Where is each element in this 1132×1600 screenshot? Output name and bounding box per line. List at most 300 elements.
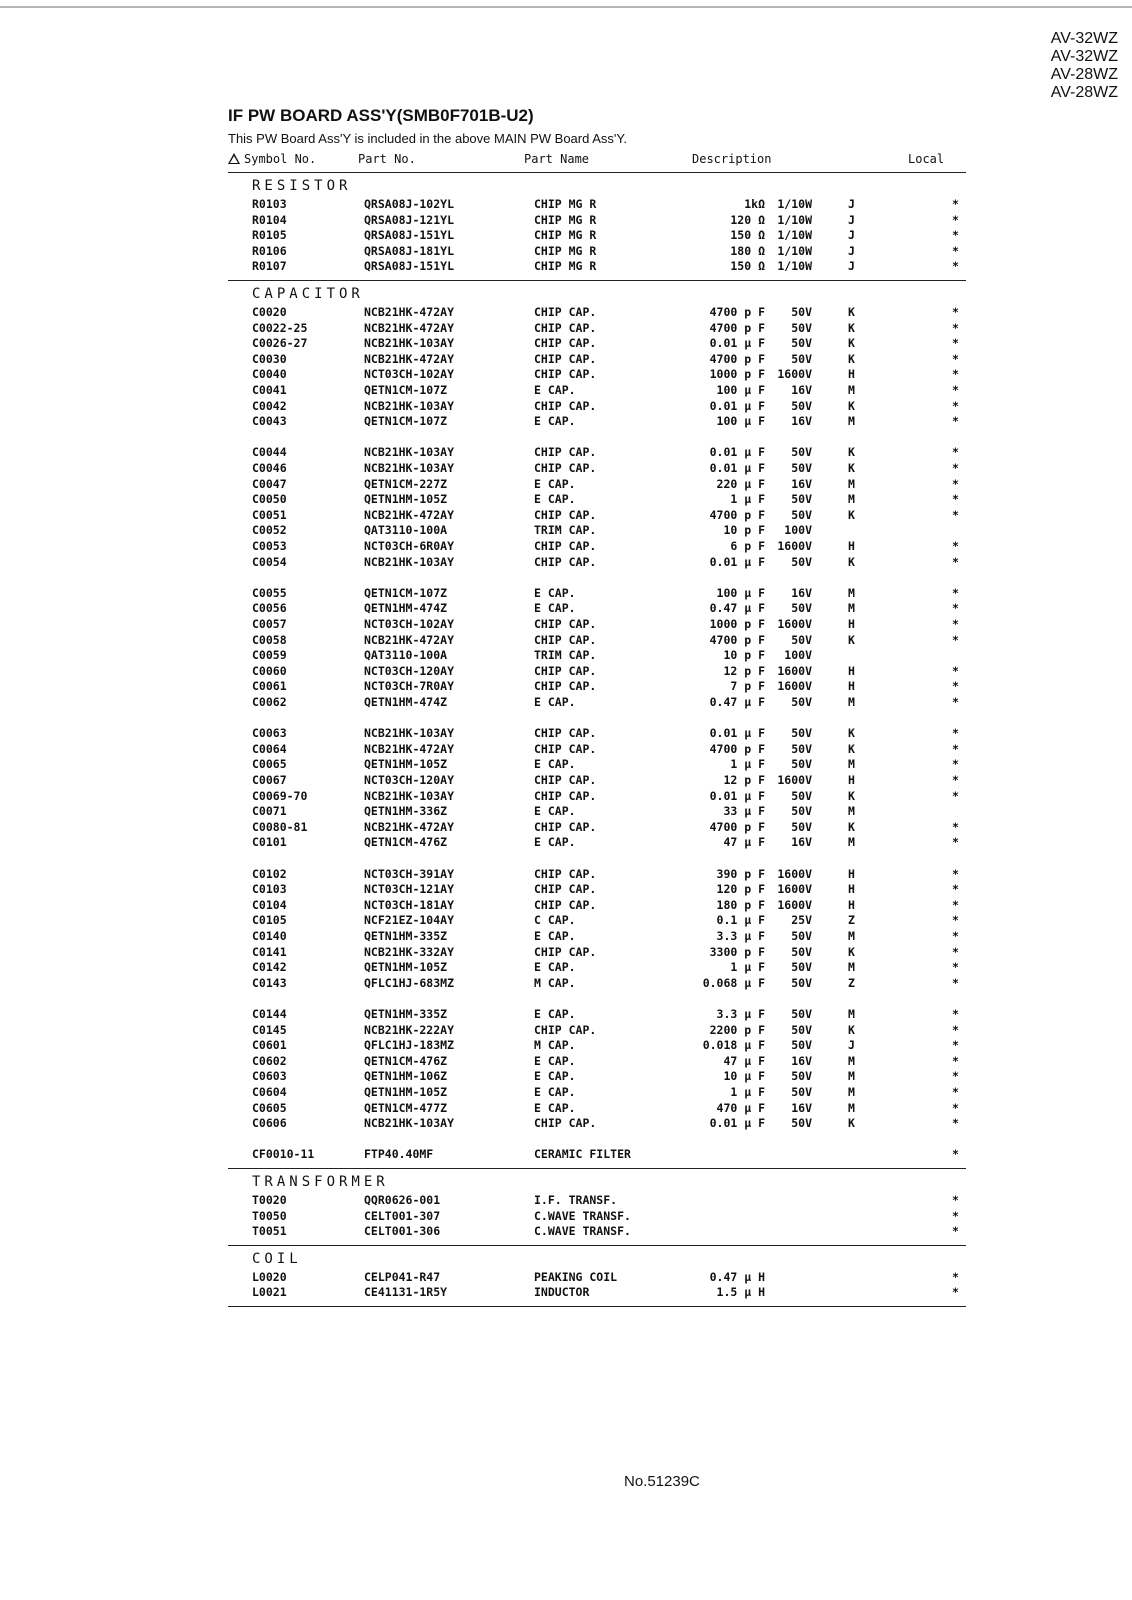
table-row — [0, 258, 1132, 274]
part-no: NCB21HK-472AY — [364, 305, 455, 319]
symbol-no: C0058 — [252, 632, 287, 647]
description-value: 7 p F — [730, 679, 765, 694]
description-rating: 1/10W — [777, 212, 812, 227]
description-rating: 100V — [784, 523, 812, 538]
tolerance: H — [848, 367, 855, 382]
description-value: 3300 p F — [709, 944, 765, 959]
symbol-no: C0057 — [252, 617, 287, 631]
description-rating: 50V — [791, 507, 812, 522]
local-mark: * — [952, 212, 959, 227]
description-rating: 50V — [791, 975, 812, 990]
symbol-no: C0020 — [252, 305, 287, 319]
local-mark: * — [952, 367, 959, 382]
description-value: 4700 p F — [709, 320, 765, 335]
description-rating: 50V — [791, 305, 812, 319]
symbol-no: C0055 — [252, 585, 287, 600]
part-no: NCT03CH-120AY — [364, 773, 455, 787]
description-rating: 50V — [791, 632, 812, 647]
description-value: 1000 p F — [709, 367, 765, 382]
symbol-no: C0144 — [252, 1007, 287, 1021]
tolerance: M — [848, 1069, 855, 1084]
tolerance: M — [848, 757, 855, 772]
table-header — [228, 152, 966, 170]
description-value: 0.018 μ F — [702, 1038, 765, 1053]
local-mark: * — [952, 476, 959, 491]
symbol-no: C0060 — [252, 663, 287, 678]
description-value: 12 p F — [723, 663, 765, 678]
part-name: CHIP CAP. — [534, 819, 597, 834]
part-name: CHIP CAP. — [534, 461, 597, 475]
part-name: E CAP. — [534, 476, 576, 491]
table-row — [0, 212, 1132, 228]
part-name: E CAP. — [534, 757, 576, 772]
part-no: NCT03CH-121AY — [364, 882, 455, 897]
tolerance: M — [848, 695, 855, 709]
part-no: NCB21HK-103AY — [364, 1116, 455, 1131]
symbol-no: C0062 — [252, 695, 287, 709]
symbol-no: T0050 — [252, 1208, 287, 1223]
description-value: 0.47 μ F — [709, 601, 765, 616]
part-no: NCB21HK-472AY — [364, 819, 455, 834]
local-mark: * — [952, 398, 959, 413]
description-value: 1 μ F — [730, 960, 765, 975]
local-mark: * — [952, 788, 959, 803]
table-row — [0, 803, 1132, 819]
part-name: CHIP MG R — [534, 259, 597, 274]
description-value: 4700 p F — [709, 819, 765, 834]
document-number: No.51239C — [624, 1473, 700, 1490]
description-value: 47 μ F — [723, 1053, 765, 1068]
description-rating: 50V — [791, 726, 812, 741]
category-heading: COIL — [252, 1250, 302, 1267]
symbol-no: C0044 — [252, 445, 287, 460]
part-name: CHIP CAP. — [534, 539, 597, 553]
part-name: E CAP. — [534, 835, 576, 850]
symbol-no: C0602 — [252, 1053, 287, 1068]
description-rating: 16V — [791, 476, 812, 491]
header-part: Part No. — [358, 152, 416, 166]
tolerance: H — [848, 866, 855, 881]
local-mark: * — [952, 1147, 959, 1162]
table-row — [0, 866, 1132, 882]
part-no: QETN1HM-474Z — [364, 601, 448, 616]
description-rating: 50V — [791, 1116, 812, 1131]
local-mark: * — [952, 383, 959, 397]
header-name: Part Name — [524, 152, 590, 166]
table-row — [0, 351, 1132, 367]
part-no: QRSA08J-121YL — [364, 212, 455, 227]
tolerance: J — [848, 228, 855, 243]
table-row — [0, 616, 1132, 632]
part-name: E CAP. — [534, 804, 576, 819]
part-no: NCB21HK-472AY — [364, 351, 455, 366]
symbol-no: C0030 — [252, 351, 287, 366]
symbol-no: T0020 — [252, 1193, 287, 1207]
symbol-no: C0051 — [252, 507, 287, 522]
part-no: QETN1HM-105Z — [364, 960, 448, 975]
part-no: QRSA08J-181YL — [364, 243, 455, 258]
part-no: NCB21HK-332AY — [364, 944, 455, 959]
tolerance: K — [848, 445, 855, 460]
local-mark: * — [952, 866, 959, 881]
table-row — [0, 912, 1132, 928]
part-name: CHIP CAP. — [534, 944, 597, 959]
part-no: NCB21HK-472AY — [364, 507, 455, 522]
table-row — [0, 1284, 1132, 1300]
tolerance: M — [848, 835, 855, 850]
tolerance: J — [848, 1038, 855, 1053]
part-name: CHIP CAP. — [534, 554, 597, 569]
table-row — [0, 975, 1132, 991]
description-value: 4700 p F — [709, 507, 765, 522]
part-no: QETN1HM-105Z — [364, 1085, 448, 1099]
description-value: 12 p F — [723, 773, 765, 787]
symbol-no: C0042 — [252, 398, 287, 413]
tolerance: Z — [848, 975, 855, 990]
local-mark: * — [952, 632, 959, 647]
description-value: 180 p F — [716, 897, 765, 912]
symbol-no: C0105 — [252, 913, 287, 928]
description-value: 0.01 μ F — [709, 554, 765, 569]
tolerance: M — [848, 960, 855, 975]
local-mark: * — [952, 975, 959, 990]
part-no: NCB21HK-103AY — [364, 461, 455, 475]
symbol-no: C0101 — [252, 835, 287, 850]
table-row — [0, 382, 1132, 398]
part-name: M CAP. — [534, 975, 576, 990]
description-rating: 100V — [784, 648, 812, 663]
local-mark: * — [952, 1100, 959, 1115]
local-mark: * — [952, 913, 959, 928]
description-rating: 50V — [791, 819, 812, 834]
table-row — [0, 772, 1132, 788]
part-name: E CAP. — [534, 383, 576, 397]
symbol-no: C0064 — [252, 741, 287, 756]
description-rating: 50V — [791, 601, 812, 616]
model-name: AV-28WZ — [1050, 66, 1118, 83]
tolerance: H — [848, 882, 855, 897]
local-mark: * — [952, 663, 959, 678]
description-rating: 50V — [791, 492, 812, 507]
symbol-no: C0047 — [252, 476, 287, 491]
part-name: C.WAVE TRANSF. — [534, 1208, 631, 1223]
symbol-no: C0040 — [252, 367, 287, 382]
part-name: E CAP. — [534, 1053, 576, 1068]
local-mark: * — [952, 1069, 959, 1084]
part-no: QETN1CM-476Z — [364, 835, 448, 850]
part-name: E CAP. — [534, 601, 576, 616]
part-no: QAT3110-100A — [364, 523, 448, 538]
description-rating: 1600V — [777, 773, 812, 787]
symbol-no: C0103 — [252, 882, 287, 897]
local-mark: * — [952, 1224, 959, 1239]
symbol-no: C0063 — [252, 726, 287, 741]
local-mark: * — [952, 960, 959, 975]
part-no: QRSA08J-151YL — [364, 228, 455, 243]
description-value: 470 μ F — [716, 1100, 765, 1115]
part-no: NCT03CH-102AY — [364, 617, 455, 631]
part-no: NCB21HK-103AY — [364, 726, 455, 741]
part-no: NCB21HK-222AY — [364, 1022, 455, 1037]
description-rating: 50V — [791, 554, 812, 569]
local-mark: * — [952, 882, 959, 897]
tolerance: K — [848, 788, 855, 803]
symbol-no: C0043 — [252, 414, 287, 429]
description-rating: 1600V — [777, 866, 812, 881]
table-row — [0, 554, 1132, 570]
description-rating: 50V — [791, 804, 812, 819]
part-name: CHIP CAP. — [534, 320, 597, 335]
tolerance: M — [848, 929, 855, 943]
part-no: CE41131-1R5Y — [364, 1285, 448, 1300]
part-name: INDUCTOR — [534, 1285, 590, 1300]
tolerance: H — [848, 679, 855, 694]
part-no: QQR0626-001 — [364, 1193, 441, 1207]
part-no: QFLC1HJ-683MZ — [364, 975, 455, 990]
table-row — [0, 647, 1132, 663]
table-row — [0, 1037, 1132, 1053]
table-row — [0, 538, 1132, 554]
symbol-no: C0603 — [252, 1069, 287, 1084]
part-no: QETN1HM-335Z — [364, 929, 448, 943]
part-name: CHIP CAP. — [534, 726, 597, 741]
description-value: 100 μ F — [716, 414, 765, 429]
table-row — [0, 196, 1132, 212]
description-value: 120 Ω — [730, 212, 765, 227]
description-rating: 50V — [791, 695, 812, 709]
table-row — [0, 1115, 1132, 1131]
part-no: NCT03CH-102AY — [364, 367, 455, 382]
part-name: PEAKING COIL — [534, 1269, 618, 1284]
symbol-no: C0080-81 — [252, 819, 308, 834]
description-rating: 1/10W — [777, 228, 812, 243]
part-name: M CAP. — [534, 1038, 576, 1053]
header-desc: Description — [692, 152, 772, 166]
tolerance: K — [848, 336, 855, 351]
part-no: QETN1CM-227Z — [364, 476, 448, 491]
table-row — [0, 600, 1132, 616]
description-value: 1 μ F — [730, 757, 765, 772]
table-row — [0, 476, 1132, 492]
part-no: NCB21HK-103AY — [364, 554, 455, 569]
description-value: 100 μ F — [716, 383, 765, 397]
description-value: 10 p F — [723, 523, 765, 538]
table-row — [0, 928, 1132, 944]
local-mark: * — [952, 539, 959, 553]
part-no: NCB21HK-103AY — [364, 445, 455, 460]
description-value: 0.01 μ F — [709, 445, 765, 460]
symbol-no: L0020 — [252, 1269, 287, 1284]
local-mark: * — [952, 461, 959, 475]
part-no: QETN1CM-107Z — [364, 585, 448, 600]
description-rating: 50V — [791, 944, 812, 959]
symbol-no: C0052 — [252, 523, 287, 538]
description-value: 1 μ F — [730, 492, 765, 507]
description-rating: 16V — [791, 585, 812, 600]
description-value: 0.068 μ F — [702, 975, 765, 990]
part-no: CELT001-307 — [364, 1208, 441, 1223]
symbol-no: C0026-27 — [252, 336, 308, 351]
part-name: E CAP. — [534, 1100, 576, 1115]
part-no: NCT03CH-181AY — [364, 897, 455, 912]
table-row — [0, 944, 1132, 960]
description-rating: 50V — [791, 1069, 812, 1084]
warning-triangle-icon — [228, 153, 240, 164]
symbol-no: C0141 — [252, 944, 287, 959]
table-row — [0, 491, 1132, 507]
part-name: E CAP. — [534, 695, 576, 709]
description-rating: 1600V — [777, 679, 812, 694]
local-mark: * — [952, 1193, 959, 1207]
description-value: 0.47 μ F — [709, 695, 765, 709]
tolerance: J — [848, 243, 855, 258]
description-rating: 50V — [791, 741, 812, 756]
local-mark: * — [952, 695, 959, 709]
local-mark: * — [952, 585, 959, 600]
tolerance: K — [848, 1116, 855, 1131]
description-value: 100 μ F — [716, 585, 765, 600]
table-rule — [228, 1168, 966, 1169]
local-mark: * — [952, 1038, 959, 1053]
description-value: 4700 p F — [709, 632, 765, 647]
description-value: 0.01 μ F — [709, 788, 765, 803]
tolerance: K — [848, 1022, 855, 1037]
table-row — [0, 756, 1132, 772]
description-value: 47 μ F — [723, 835, 765, 850]
tolerance: M — [848, 414, 855, 429]
description-value: 3.3 μ F — [716, 929, 765, 943]
table-row — [0, 632, 1132, 648]
tolerance: K — [848, 351, 855, 366]
part-no: QETN1HM-474Z — [364, 695, 448, 709]
description-value: 0.01 μ F — [709, 336, 765, 351]
part-name: C.WAVE TRANSF. — [534, 1224, 631, 1239]
table-rule — [228, 280, 966, 281]
part-name: CHIP CAP. — [534, 882, 597, 897]
part-no: QAT3110-100A — [364, 648, 448, 663]
part-no: CELT001-306 — [364, 1224, 441, 1239]
tolerance: K — [848, 819, 855, 834]
description-value: 4700 p F — [709, 741, 765, 756]
part-name: E CAP. — [534, 1085, 576, 1099]
tolerance: K — [848, 461, 855, 475]
part-name: E CAP. — [534, 1007, 576, 1021]
table-row — [0, 741, 1132, 757]
part-no: QFLC1HJ-183MZ — [364, 1038, 455, 1053]
tolerance: K — [848, 554, 855, 569]
tolerance: M — [848, 1007, 855, 1021]
part-no: NCT03CH-391AY — [364, 866, 455, 881]
table-row — [0, 1006, 1132, 1022]
tolerance: K — [848, 944, 855, 959]
table-row — [0, 897, 1132, 913]
model-list — [1051, 30, 1118, 102]
description-value: 0.01 μ F — [709, 726, 765, 741]
tolerance: M — [848, 601, 855, 616]
tolerance: M — [848, 804, 855, 819]
part-no: QETN1CM-107Z — [364, 383, 448, 397]
table-rule — [228, 1245, 966, 1246]
table-row — [0, 1146, 1132, 1162]
symbol-no: C0054 — [252, 554, 287, 569]
symbol-no: C0104 — [252, 897, 287, 912]
local-mark: * — [952, 414, 959, 429]
local-mark: * — [952, 1285, 959, 1300]
tolerance: H — [848, 897, 855, 912]
table-row — [0, 444, 1132, 460]
part-name: CHIP CAP. — [534, 351, 597, 366]
table-row — [0, 335, 1132, 351]
part-name: E CAP. — [534, 929, 576, 943]
part-name: CHIP MG R — [534, 243, 597, 258]
local-mark: * — [952, 773, 959, 787]
local-mark: * — [952, 1053, 959, 1068]
symbol-no: R0105 — [252, 228, 287, 243]
part-name: CHIP CAP. — [534, 1022, 597, 1037]
description-value: 1.5 μ H — [716, 1285, 765, 1300]
table-row — [0, 1022, 1132, 1038]
tolerance: H — [848, 617, 855, 631]
description-rating: 50V — [791, 757, 812, 772]
local-mark: * — [952, 1085, 959, 1099]
local-mark: * — [952, 1022, 959, 1037]
part-no: NCT03CH-7R0AY — [364, 679, 455, 694]
local-mark: * — [952, 554, 959, 569]
part-name: CHIP CAP. — [534, 788, 597, 803]
symbol-no: R0104 — [252, 212, 287, 227]
description-value: 3.3 μ F — [716, 1007, 765, 1021]
description-value: 0.01 μ F — [709, 398, 765, 413]
symbol-no: C0604 — [252, 1085, 287, 1099]
description-value: 120 p F — [716, 882, 765, 897]
description-rating: 16V — [791, 383, 812, 397]
part-no: NCB21HK-472AY — [364, 741, 455, 756]
description-rating: 25V — [791, 913, 812, 928]
local-mark: * — [952, 1269, 959, 1284]
part-name: CHIP CAP. — [534, 445, 597, 460]
tolerance: M — [848, 1053, 855, 1068]
part-no: QETN1HM-106Z — [364, 1069, 448, 1084]
description-rating: 1600V — [777, 367, 812, 382]
part-name: E CAP. — [534, 1069, 576, 1084]
description-rating: 50V — [791, 351, 812, 366]
table-row — [0, 678, 1132, 694]
part-no: NCB21HK-472AY — [364, 632, 455, 647]
part-name: CHIP CAP. — [534, 897, 597, 912]
symbol-no: C0606 — [252, 1116, 287, 1131]
symbol-no: R0106 — [252, 243, 287, 258]
tolerance: M — [848, 476, 855, 491]
description-rating: 16V — [791, 1100, 812, 1115]
tolerance: K — [848, 320, 855, 335]
symbol-no: C0069-70 — [252, 788, 308, 803]
description-value: 4700 p F — [709, 351, 765, 366]
part-no: QETN1CM-107Z — [364, 414, 448, 429]
table-row — [0, 522, 1132, 538]
table-row — [0, 1208, 1132, 1224]
part-no: NCT03CH-120AY — [364, 663, 455, 678]
table-row — [0, 585, 1132, 601]
part-name: CHIP MG R — [534, 228, 597, 243]
tolerance: H — [848, 773, 855, 787]
part-no: NCB21HK-103AY — [364, 788, 455, 803]
part-no: NCB21HK-472AY — [364, 320, 455, 335]
local-mark: * — [952, 1116, 959, 1131]
description-value: 0.1 μ F — [716, 913, 765, 928]
symbol-no: C0140 — [252, 929, 287, 943]
tolerance: K — [848, 632, 855, 647]
page-title: IF PW BOARD ASS'Y(SMB0F701B-U2) — [228, 106, 534, 125]
